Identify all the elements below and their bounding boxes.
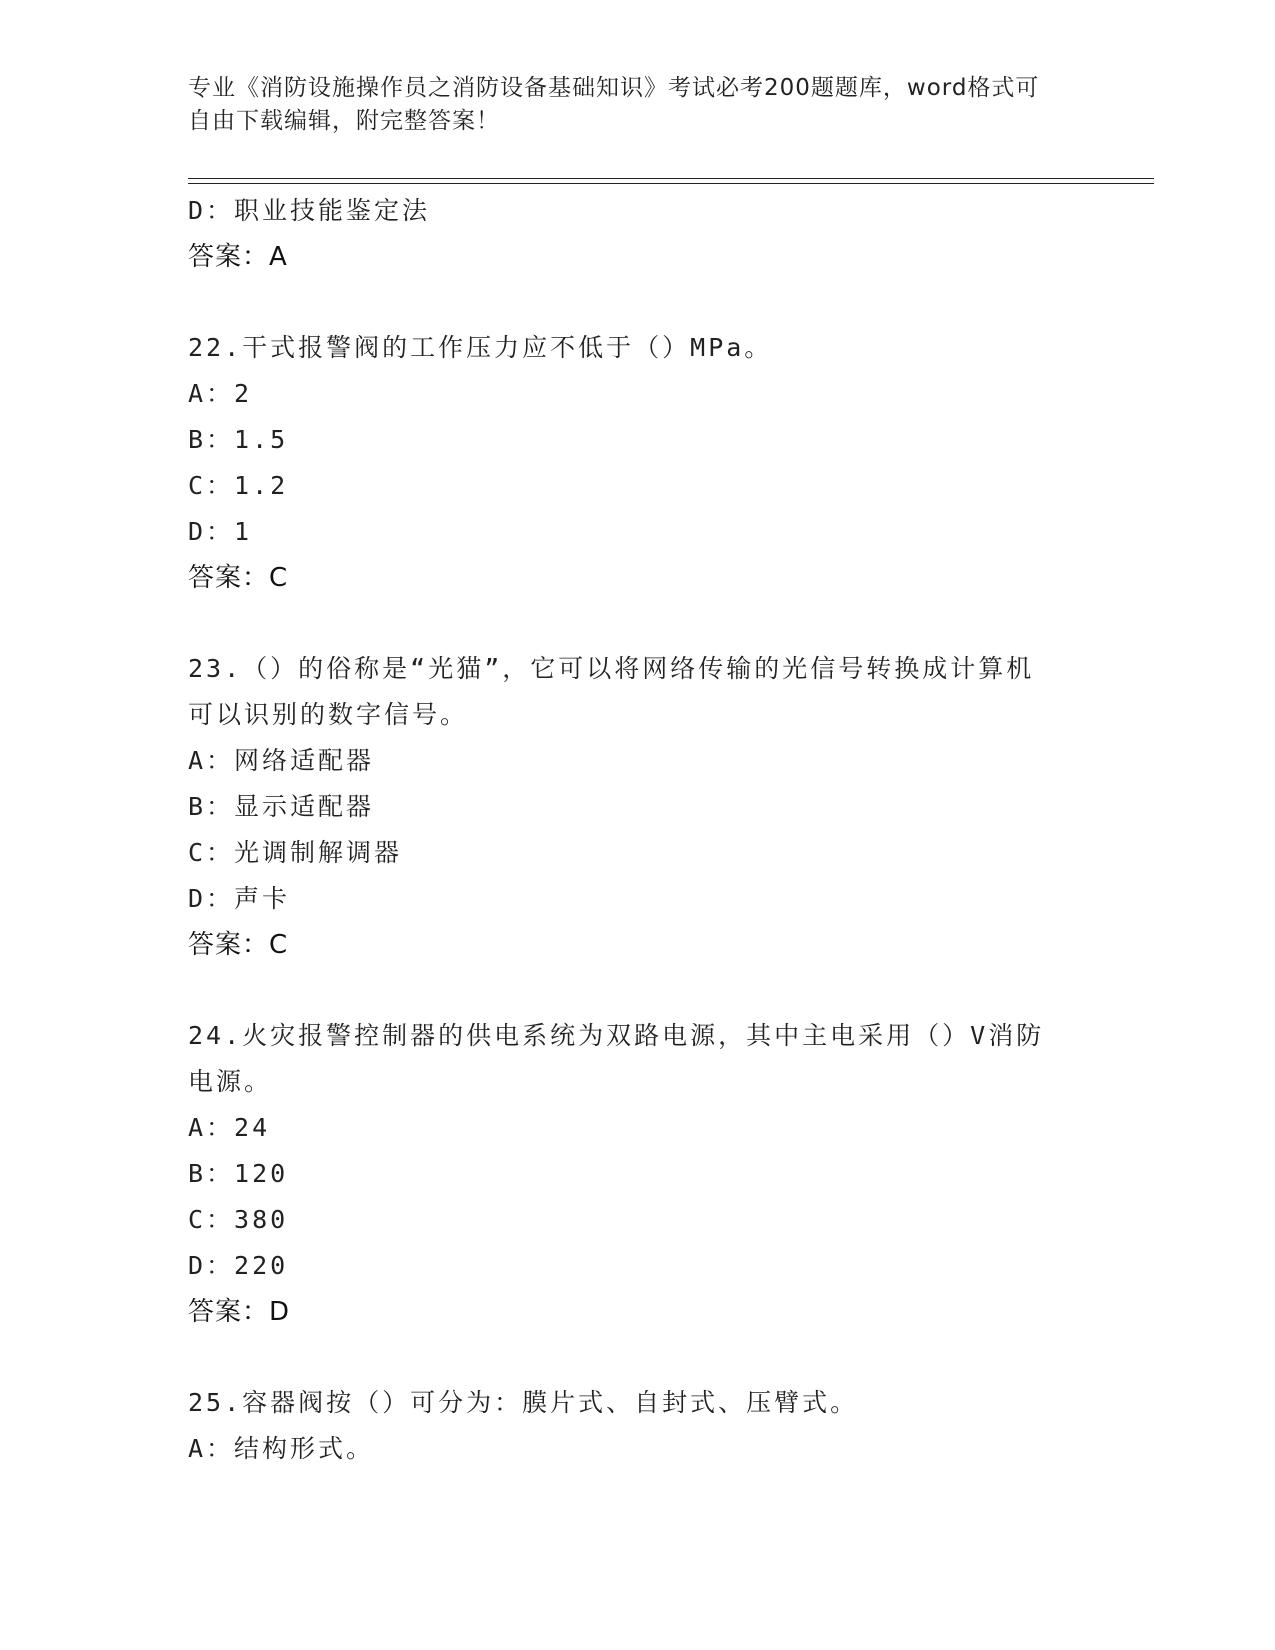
page-header [188,72,1068,138]
header-line-2: 自由下载编辑，附完整答案！ [188,108,500,134]
option-line: A：2 [188,379,253,408]
question-text: 24.火灾报警控制器的供电系统为双路电源，其中主电采用（）V消防 [188,1021,1045,1050]
option-line: B：120 [188,1159,289,1188]
answer-line: 答案：C [188,563,289,593]
question-spacer [188,280,1088,325]
answer-line: 答案：A [188,242,288,272]
question-text-continued: 可以识别的数字信号。 [188,700,469,729]
question-block [188,188,1088,280]
option-line: D：1 [188,517,253,546]
answer-line: 答案：D [188,1297,291,1327]
question-spacer [188,968,1088,1013]
question-spacer [188,601,1088,646]
option-line: D：声卡 [188,884,291,913]
question-block [188,1380,1088,1472]
header-divider-bottom [188,183,1154,184]
question-list [188,188,1088,1472]
header-divider-top [188,178,1154,179]
option-line: D：220 [188,1251,289,1280]
option-line: A：24 [188,1113,271,1142]
option-line: D：职业技能鉴定法 [188,196,431,225]
question-block [188,325,1088,601]
option-line: C：光调制解调器 [188,838,403,867]
header-line-1: 专业《消防设施操作员之消防设备基础知识》考试必考200题题库，word格式可 [188,75,1040,101]
question-text: 22.干式报警阀的工作压力应不低于（）MPa。 [188,333,773,362]
option-line: A：网络适配器 [188,746,375,775]
question-text: 23.（）的俗称是“光猫”，它可以将网络传输的光信号转换成计算机 [188,654,1035,683]
question-block [188,646,1088,968]
option-line: C：1.2 [188,471,289,500]
option-line: A：结构形式。 [188,1434,375,1463]
question-spacer [188,1335,1088,1380]
question-text: 25.容器阀按（）可分为：膜片式、自封式、压臂式。 [188,1388,859,1417]
answer-line: 答案：C [188,930,289,960]
question-block [188,1013,1088,1335]
question-text-continued: 电源。 [188,1067,273,1096]
option-line: C：380 [188,1205,289,1234]
option-line: B：显示适配器 [188,792,375,821]
option-line: B：1.5 [188,425,289,454]
